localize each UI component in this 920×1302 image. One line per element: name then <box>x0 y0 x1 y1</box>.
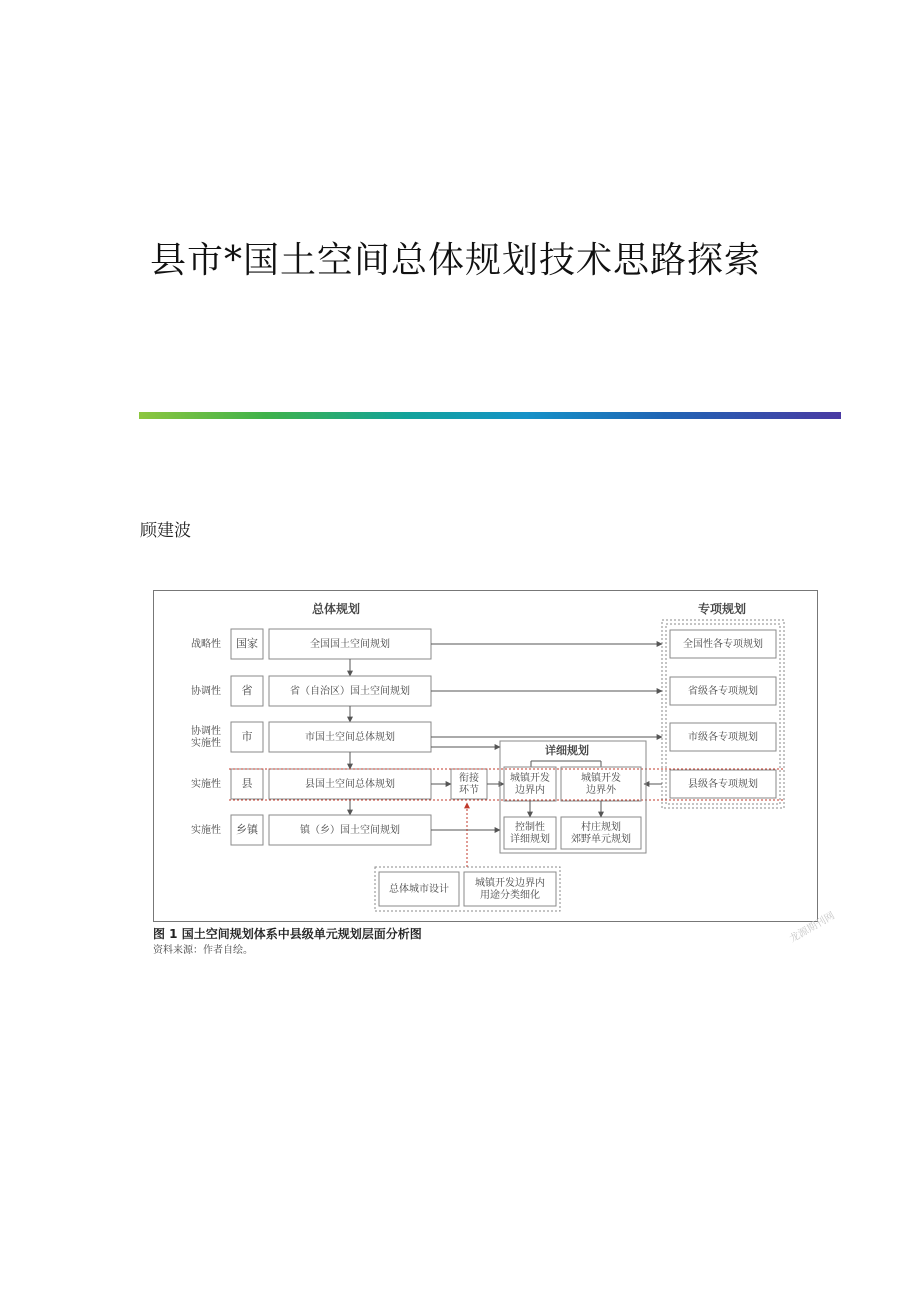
row-label-0: 战略性 <box>191 638 221 650</box>
special-plan-label-0: 全国性各专项规划 <box>683 638 763 650</box>
diagram-canvas <box>154 591 819 923</box>
header-overall-plan: 总体规划 <box>311 601 361 616</box>
special-plan-label-3: 县级各专项规划 <box>688 778 758 790</box>
header-detailed-plan: 详细规划 <box>545 744 589 757</box>
detail-label-1: 城镇开发边界外 <box>581 772 621 796</box>
special-plan-label-2: 市级各专项规划 <box>688 731 758 743</box>
header-special-plan: 专项规划 <box>697 601 747 616</box>
row-label-2: 协调性实施性 <box>191 725 221 749</box>
link-label: 衔接环节 <box>459 772 479 796</box>
plan-label-3: 县国土空间总体规划 <box>305 778 395 790</box>
detail-label-2: 控制性详细规划 <box>510 821 550 845</box>
level-label-1: 省 <box>241 684 253 697</box>
level-label-3: 县 <box>241 777 253 790</box>
plan-label-0: 全国国土空间规划 <box>310 638 390 650</box>
plan-label-4: 镇（乡）国土空间规划 <box>300 824 400 836</box>
row-label-1: 协调性 <box>191 685 221 697</box>
decorative-gradient-bar <box>139 412 841 419</box>
level-label-2: 市 <box>241 730 253 743</box>
document-title: 县市*国土空间总体规划技术思路探索 <box>150 240 762 281</box>
figure-source: 资料来源：作者自绘。 <box>153 945 253 956</box>
figure-caption: 图 1 国土空间规划体系中县级单元规划层面分析图 <box>153 927 422 941</box>
plan-label-1: 省（自治区）国土空间规划 <box>290 685 410 697</box>
detail-label-0: 城镇开发边界内 <box>510 772 550 796</box>
author-name: 顾建波 <box>140 521 191 541</box>
bottom-label-1: 城镇开发边界内用途分类细化 <box>475 877 545 901</box>
bottom-label-0: 总体城市设计 <box>389 883 449 895</box>
row-label-4: 实施性 <box>191 824 221 836</box>
watermark: 龙源期刊网 <box>788 910 837 945</box>
level-label-0: 国家 <box>236 637 258 650</box>
plan-label-2: 市国土空间总体规划 <box>305 731 395 743</box>
detail-label-3: 村庄规划郊野单元规划 <box>571 821 631 845</box>
special-plans-inner <box>666 624 780 804</box>
level-label-4: 乡镇 <box>236 823 258 836</box>
planning-system-diagram <box>153 590 818 922</box>
special-plan-label-1: 省级各专项规划 <box>688 685 758 697</box>
row-label-3: 实施性 <box>191 778 221 790</box>
